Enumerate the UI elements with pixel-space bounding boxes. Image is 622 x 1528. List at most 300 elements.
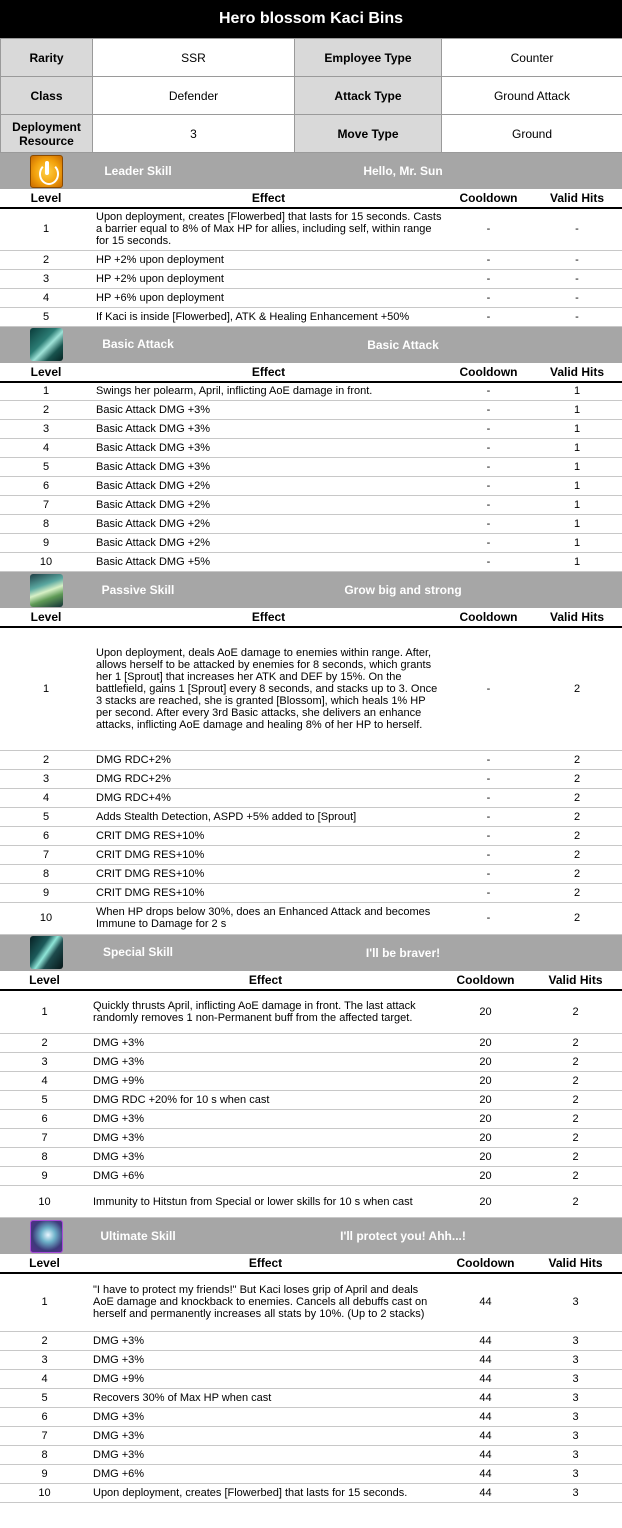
table-row	[0, 883, 622, 902]
row-level: 3	[0, 269, 92, 288]
row-level: 7	[0, 1426, 89, 1445]
row-level: 3	[0, 1350, 89, 1369]
skill-header	[0, 935, 622, 971]
table-row	[0, 1426, 622, 1445]
row-level: 5	[0, 1388, 89, 1407]
row-valid-hits: 2	[529, 1129, 622, 1148]
row-cooldown: -	[445, 807, 532, 826]
ultimate-skill-table	[0, 1254, 622, 1503]
row-valid-hits: 2	[532, 883, 622, 902]
row-valid-hits: 1	[532, 477, 622, 496]
info-value: Ground	[442, 115, 622, 153]
table-row	[0, 288, 622, 307]
table-row	[0, 1053, 622, 1072]
row-valid-hits: 2	[532, 788, 622, 807]
row-level: 6	[0, 1407, 89, 1426]
row-level: 1	[0, 382, 92, 401]
table-row	[0, 845, 622, 864]
row-level: 4	[0, 288, 92, 307]
row-cooldown: -	[445, 788, 532, 807]
row-effect: HP +2% upon deployment	[92, 269, 445, 288]
table-row	[0, 902, 622, 934]
table-header-row	[0, 971, 622, 990]
skill-name: Basic Attack	[367, 337, 439, 352]
row-level: 1	[0, 627, 92, 750]
row-level: 3	[0, 420, 92, 439]
row-effect: CRIT DMG RES+10%	[92, 864, 445, 883]
table-row	[0, 627, 622, 750]
info-value: Ground Attack	[442, 77, 622, 115]
basic-skill-table	[0, 363, 622, 573]
row-effect: Immunity to Hitstun from Special or lower skills for 10 s when cast	[89, 1186, 442, 1218]
info-label: Employee Type	[295, 39, 442, 77]
table-header-row	[0, 1254, 622, 1273]
row-effect: Basic Attack DMG +2%	[92, 496, 445, 515]
table-row	[0, 439, 622, 458]
row-valid-hits: 3	[529, 1445, 622, 1464]
col-valid-hits: Valid Hits	[532, 608, 622, 627]
row-valid-hits: 2	[529, 1110, 622, 1129]
col-effect: Effect	[92, 608, 445, 627]
row-effect: When HP drops below 30%, does an Enhanced Attack and becomes Immune to Damage for 2 s	[92, 902, 445, 934]
row-cooldown: 20	[442, 1072, 529, 1091]
row-level: 2	[0, 250, 92, 269]
table-row	[0, 1273, 622, 1331]
row-level: 5	[0, 307, 92, 326]
special-skill-table	[0, 971, 622, 1219]
row-level: 9	[0, 1167, 89, 1186]
row-effect: DMG +3%	[89, 1350, 442, 1369]
skill-icon-cell	[0, 1218, 92, 1254]
row-level: 8	[0, 1148, 89, 1167]
table-row	[0, 1034, 622, 1053]
row-level: 10	[0, 553, 92, 572]
row-valid-hits: 2	[529, 1186, 622, 1218]
row-effect: Swings her polearm, April, inflicting AoE damage in front.	[92, 382, 445, 401]
table-row	[0, 1148, 622, 1167]
leader-skill-section	[0, 153, 622, 327]
table-row	[0, 807, 622, 826]
row-valid-hits: 3	[529, 1407, 622, 1426]
col-level: Level	[0, 608, 92, 627]
row-cooldown: 44	[442, 1273, 529, 1331]
row-level: 4	[0, 788, 92, 807]
row-cooldown: -	[445, 883, 532, 902]
skill-header	[0, 153, 622, 189]
row-cooldown: 20	[442, 1091, 529, 1110]
row-valid-hits: 2	[529, 1091, 622, 1110]
col-effect: Effect	[89, 1254, 442, 1273]
table-row	[0, 1464, 622, 1483]
row-valid-hits: 2	[532, 750, 622, 769]
skill-type: Leader Skill	[104, 163, 172, 178]
row-cooldown: -	[445, 208, 532, 250]
row-valid-hits: 3	[529, 1273, 622, 1331]
col-level: Level	[0, 971, 89, 990]
row-level: 4	[0, 439, 92, 458]
row-level: 1	[0, 990, 89, 1034]
table-row	[0, 1072, 622, 1091]
col-cooldown: Cooldown	[445, 608, 532, 627]
row-cooldown: -	[445, 534, 532, 553]
row-valid-hits: -	[532, 208, 622, 250]
info-label: Attack Type	[295, 77, 442, 115]
table-row	[0, 208, 622, 250]
col-cooldown: Cooldown	[442, 1254, 529, 1273]
info-row-deployment	[1, 115, 622, 153]
row-valid-hits: 1	[532, 496, 622, 515]
row-effect: DMG +3%	[89, 1426, 442, 1445]
row-valid-hits: 1	[532, 515, 622, 534]
row-cooldown: -	[445, 477, 532, 496]
table-row	[0, 1407, 622, 1426]
row-valid-hits: 2	[532, 902, 622, 934]
row-effect: Recovers 30% of Max HP when cast	[89, 1388, 442, 1407]
table-header-row	[0, 363, 622, 382]
row-valid-hits: 3	[529, 1350, 622, 1369]
row-effect: Basic Attack DMG +2%	[92, 477, 445, 496]
skill-header	[0, 327, 622, 363]
table-row	[0, 750, 622, 769]
row-cooldown: 44	[442, 1369, 529, 1388]
row-cooldown: -	[445, 496, 532, 515]
row-cooldown: 44	[442, 1426, 529, 1445]
info-row-rarity	[1, 39, 622, 77]
row-cooldown: -	[445, 439, 532, 458]
row-cooldown: -	[445, 826, 532, 845]
row-level: 9	[0, 883, 92, 902]
row-cooldown: 20	[442, 1053, 529, 1072]
row-cooldown: 20	[442, 1148, 529, 1167]
row-valid-hits: 2	[529, 990, 622, 1034]
col-valid-hits: Valid Hits	[532, 363, 622, 382]
col-valid-hits: Valid Hits	[529, 971, 622, 990]
row-level: 10	[0, 1483, 89, 1502]
info-value: Counter	[442, 39, 622, 77]
row-valid-hits: 2	[529, 1148, 622, 1167]
table-row	[0, 458, 622, 477]
row-valid-hits: 2	[532, 627, 622, 750]
table-row	[0, 1167, 622, 1186]
row-level: 9	[0, 1464, 89, 1483]
col-effect: Effect	[92, 363, 445, 382]
skill-type: Ultimate Skill	[100, 1228, 176, 1243]
skill-icon-cell	[0, 153, 92, 189]
skill-name: Hello, Mr. Sun	[363, 164, 443, 178]
row-valid-hits: 2	[532, 845, 622, 864]
special-skill-icon	[30, 936, 63, 969]
row-effect: DMG RDC+4%	[92, 788, 445, 807]
row-valid-hits: 2	[529, 1072, 622, 1091]
row-cooldown: -	[445, 902, 532, 934]
row-level: 7	[0, 1129, 89, 1148]
row-valid-hits: 3	[529, 1369, 622, 1388]
row-effect: Quickly thrusts April, inflicting AoE damage in front. The last attack randomly removes 1 non-Permanent buff from the affected target.	[89, 990, 442, 1034]
row-cooldown: 44	[442, 1350, 529, 1369]
row-level: 5	[0, 1091, 89, 1110]
row-level: 8	[0, 515, 92, 534]
info-value: 3	[93, 115, 295, 153]
row-cooldown: 20	[442, 1129, 529, 1148]
row-level: 4	[0, 1369, 89, 1388]
row-effect: Basic Attack DMG +2%	[92, 515, 445, 534]
row-cooldown: 44	[442, 1483, 529, 1502]
skill-name: I'll protect you! Ahh...!	[340, 1229, 466, 1243]
row-valid-hits: -	[532, 250, 622, 269]
col-effect: Effect	[89, 971, 442, 990]
row-level: 6	[0, 477, 92, 496]
table-row	[0, 788, 622, 807]
row-effect: Basic Attack DMG +3%	[92, 458, 445, 477]
row-cooldown: -	[445, 307, 532, 326]
row-valid-hits: 2	[532, 769, 622, 788]
table-row	[0, 515, 622, 534]
col-valid-hits: Valid Hits	[529, 1254, 622, 1273]
row-effect: DMG +3%	[89, 1445, 442, 1464]
col-level: Level	[0, 363, 92, 382]
row-cooldown: 20	[442, 1186, 529, 1218]
leader-skill-icon	[30, 155, 63, 188]
row-valid-hits: 3	[529, 1388, 622, 1407]
row-valid-hits: 3	[529, 1483, 622, 1502]
info-value: Defender	[93, 77, 295, 115]
table-row	[0, 250, 622, 269]
row-effect: "I have to protect my friends!" But Kaci loses grip of April and deals AoE damage and knockback to enemies. Cancels all debuffs cast on herself and permanently increases all stats by 10%. (Up to 2 stacks)	[89, 1273, 442, 1331]
row-cooldown: 20	[442, 990, 529, 1034]
row-level: 3	[0, 769, 92, 788]
table-row	[0, 864, 622, 883]
row-cooldown: -	[445, 750, 532, 769]
table-row	[0, 1091, 622, 1110]
passive-skill-section	[0, 572, 622, 935]
row-cooldown: -	[445, 288, 532, 307]
row-valid-hits: 2	[532, 807, 622, 826]
table-row	[0, 990, 622, 1034]
row-effect: HP +2% upon deployment	[92, 250, 445, 269]
row-effect: DMG RDC+2%	[92, 769, 445, 788]
row-effect: DMG +3%	[89, 1407, 442, 1426]
info-row-class	[1, 77, 622, 115]
row-cooldown: 44	[442, 1445, 529, 1464]
row-effect: DMG +9%	[89, 1072, 442, 1091]
skill-name: I'll be braver!	[365, 945, 441, 960]
row-valid-hits: 1	[532, 439, 622, 458]
table-row	[0, 496, 622, 515]
row-level: 10	[0, 902, 92, 934]
row-effect: Upon deployment, creates [Flowerbed] that lasts for 15 seconds. Casts a barrier equal to 8% of Max HP for allies, including self, within range for 15 seconds.	[92, 208, 445, 250]
row-level: 2	[0, 750, 92, 769]
row-effect: DMG +3%	[89, 1053, 442, 1072]
row-valid-hits: 1	[532, 382, 622, 401]
table-row	[0, 826, 622, 845]
skill-icon-cell	[0, 327, 92, 363]
row-cooldown: 20	[442, 1167, 529, 1186]
table-row	[0, 1369, 622, 1388]
basic-attack-icon	[30, 328, 63, 361]
row-effect: DMG RDC+2%	[92, 750, 445, 769]
row-level: 1	[0, 1273, 89, 1331]
skill-type: Special Skill	[102, 945, 174, 959]
col-valid-hits: Valid Hits	[532, 189, 622, 208]
table-row	[0, 769, 622, 788]
row-effect: Basic Attack DMG +5%	[92, 553, 445, 572]
col-level: Level	[0, 189, 92, 208]
basic-skill-section	[0, 327, 622, 573]
skills-container	[0, 153, 622, 1503]
row-level: 1	[0, 208, 92, 250]
row-valid-hits: 1	[532, 420, 622, 439]
info-label: Deployment Resource	[1, 115, 93, 153]
row-effect: DMG +3%	[89, 1331, 442, 1350]
row-valid-hits: 2	[529, 1053, 622, 1072]
table-row	[0, 401, 622, 420]
row-level: 5	[0, 458, 92, 477]
row-effect: DMG +3%	[89, 1129, 442, 1148]
skill-header	[0, 1218, 622, 1254]
row-effect: Adds Stealth Detection, ASPD +5% added to [Sprout]	[92, 807, 445, 826]
row-effect: Basic Attack DMG +3%	[92, 439, 445, 458]
row-valid-hits: 2	[529, 1167, 622, 1186]
table-row	[0, 1483, 622, 1502]
row-valid-hits: -	[532, 307, 622, 326]
row-cooldown: -	[445, 269, 532, 288]
col-level: Level	[0, 1254, 89, 1273]
table-row	[0, 1186, 622, 1218]
table-header-row	[0, 608, 622, 627]
row-cooldown: 44	[442, 1331, 529, 1350]
row-level: 6	[0, 1110, 89, 1129]
leader-skill-table	[0, 189, 622, 327]
table-row	[0, 269, 622, 288]
row-cooldown: -	[445, 553, 532, 572]
info-label: Class	[1, 77, 93, 115]
skill-icon-cell	[0, 935, 92, 971]
table-row	[0, 1445, 622, 1464]
row-cooldown: -	[445, 845, 532, 864]
row-level: 2	[0, 1034, 89, 1053]
passive-skill-table	[0, 608, 622, 935]
row-valid-hits: 2	[532, 864, 622, 883]
row-valid-hits: 3	[529, 1331, 622, 1350]
ultimate-skill-section	[0, 1218, 622, 1503]
row-cooldown: -	[445, 515, 532, 534]
row-effect: DMG +6%	[89, 1167, 442, 1186]
table-row	[0, 382, 622, 401]
skill-name: Grow big and strong	[344, 583, 462, 597]
row-cooldown: -	[445, 458, 532, 477]
page-title: Hero blossom Kaci Bins	[0, 0, 622, 38]
skill-type: Basic Attack	[102, 337, 174, 351]
info-label: Rarity	[1, 39, 93, 77]
row-level: 2	[0, 1331, 89, 1350]
row-valid-hits: 1	[532, 458, 622, 477]
row-effect: Basic Attack DMG +2%	[92, 534, 445, 553]
row-cooldown: -	[445, 250, 532, 269]
row-cooldown: -	[445, 401, 532, 420]
row-valid-hits: -	[532, 269, 622, 288]
skill-type: Passive Skill	[101, 582, 175, 597]
row-effect: DMG +9%	[89, 1369, 442, 1388]
row-level: 3	[0, 1053, 89, 1072]
table-row	[0, 1331, 622, 1350]
table-row	[0, 307, 622, 326]
table-row	[0, 1388, 622, 1407]
row-effect: DMG +3%	[89, 1110, 442, 1129]
ultimate-skill-icon	[30, 1220, 63, 1253]
table-row	[0, 420, 622, 439]
row-cooldown: -	[445, 769, 532, 788]
row-cooldown: -	[445, 627, 532, 750]
row-cooldown: 44	[442, 1407, 529, 1426]
row-effect: DMG +3%	[89, 1034, 442, 1053]
row-level: 2	[0, 401, 92, 420]
row-level: 6	[0, 826, 92, 845]
row-effect: If Kaci is inside [Flowerbed], ATK & Healing Enhancement +50%	[92, 307, 445, 326]
row-cooldown: -	[445, 864, 532, 883]
row-effect: Upon deployment, creates [Flowerbed] that lasts for 15 seconds.	[89, 1483, 442, 1502]
row-effect: CRIT DMG RES+10%	[92, 845, 445, 864]
special-skill-section	[0, 935, 622, 1219]
row-effect: CRIT DMG RES+10%	[92, 826, 445, 845]
row-level: 7	[0, 845, 92, 864]
row-effect: HP +6% upon deployment	[92, 288, 445, 307]
row-valid-hits: 2	[532, 826, 622, 845]
skill-icon-cell	[0, 572, 92, 608]
col-effect: Effect	[92, 189, 445, 208]
row-cooldown: 44	[442, 1388, 529, 1407]
row-cooldown: 44	[442, 1464, 529, 1483]
row-effect: CRIT DMG RES+10%	[92, 883, 445, 902]
info-table	[0, 38, 622, 153]
row-cooldown: -	[445, 420, 532, 439]
row-effect: DMG +6%	[89, 1464, 442, 1483]
table-row	[0, 553, 622, 572]
table-row	[0, 1129, 622, 1148]
col-cooldown: Cooldown	[445, 363, 532, 382]
row-level: 7	[0, 496, 92, 515]
row-valid-hits: 1	[532, 401, 622, 420]
row-effect: Basic Attack DMG +3%	[92, 401, 445, 420]
row-cooldown: 20	[442, 1110, 529, 1129]
row-valid-hits: 1	[532, 534, 622, 553]
row-level: 10	[0, 1186, 89, 1218]
row-valid-hits: 2	[529, 1034, 622, 1053]
row-valid-hits: 3	[529, 1426, 622, 1445]
skill-header	[0, 572, 622, 608]
row-effect: DMG RDC +20% for 10 s when cast	[89, 1091, 442, 1110]
table-header-row	[0, 189, 622, 208]
row-effect: Upon deployment, deals AoE damage to enemies within range. After, allows herself to be attacked by enemies for 8 seconds, which grants her 1 [Sprout] that increases her ATK and DEF by 15%. On the battlefield, gains 1 [Sprout] every 8 seconds, and stacks up to 3. Once 3 stacks are reached, she is granted [Blossom], which heals 1% HP per second. After every 3rd Basic attacks, she delivers an enhance attacks, inflicting AoE damage and healing 8% of her HP to herself.	[92, 627, 445, 750]
row-level: 8	[0, 864, 92, 883]
col-cooldown: Cooldown	[442, 971, 529, 990]
row-valid-hits: 3	[529, 1464, 622, 1483]
row-effect: Basic Attack DMG +3%	[92, 420, 445, 439]
row-level: 4	[0, 1072, 89, 1091]
table-row	[0, 1110, 622, 1129]
row-valid-hits: 1	[532, 553, 622, 572]
row-cooldown: -	[445, 382, 532, 401]
table-row	[0, 1350, 622, 1369]
row-level: 5	[0, 807, 92, 826]
info-label: Move Type	[295, 115, 442, 153]
row-effect: DMG +3%	[89, 1148, 442, 1167]
table-row	[0, 477, 622, 496]
col-cooldown: Cooldown	[445, 189, 532, 208]
row-valid-hits: -	[532, 288, 622, 307]
row-level: 8	[0, 1445, 89, 1464]
passive-skill-icon	[30, 574, 63, 607]
row-cooldown: 20	[442, 1034, 529, 1053]
